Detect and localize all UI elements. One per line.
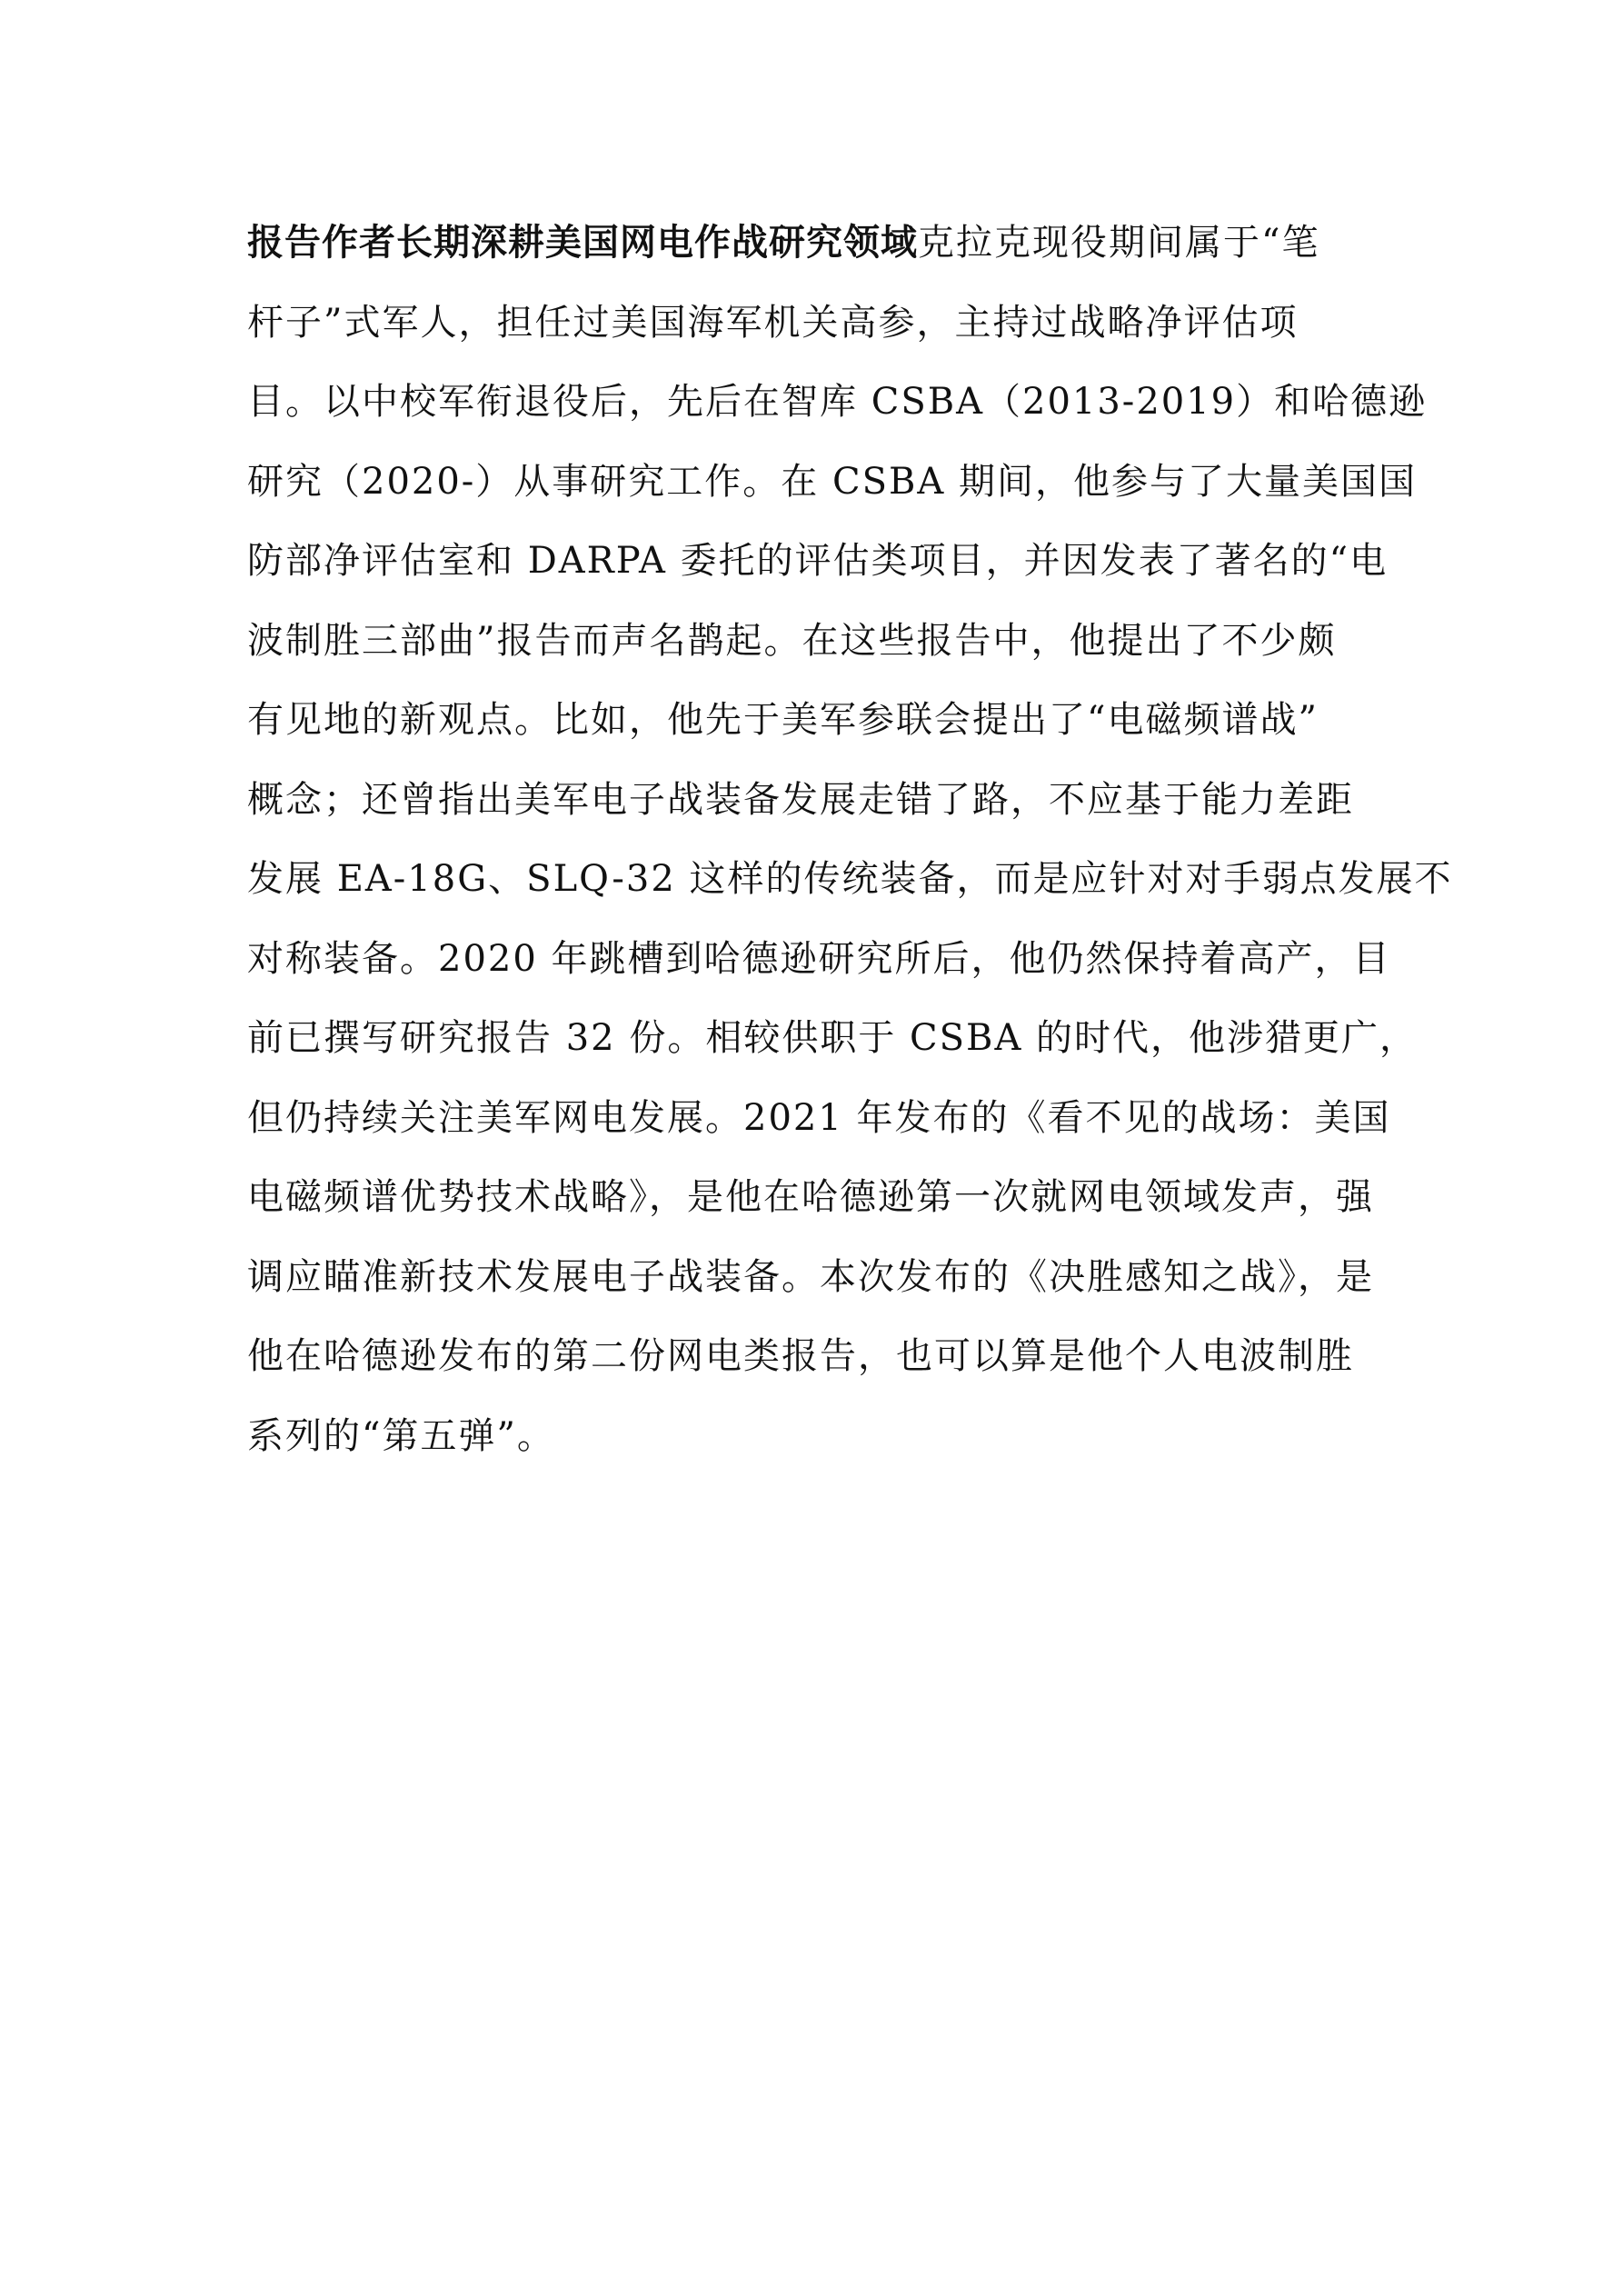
paragraph-line <box>247 211 1392 291</box>
paragraph-line: 有见地的新观点。比如，他先于美军参联会提出了“电磁频谱战” <box>247 699 1319 741</box>
paragraph-line: 他在哈德逊发布的第二份网电类报告，也可以算是他个人电波制胜 <box>247 1335 1354 1377</box>
lead-sentence-bold: 报告作者长期深耕美国网电作战研究领域 <box>247 221 918 264</box>
paragraph-line: 但仍持续关注美军网电发展。2021 年发布的《看不见的战场：美国 <box>247 1096 1391 1139</box>
paragraph-line: 目。以中校军衔退役后，先后在智库 CSBA（2013-2019）和哈德逊 <box>247 381 1428 423</box>
paragraph-line: 杆子”式军人，担任过美国海军机关高参，主持过战略净评估项 <box>247 301 1299 344</box>
paragraph-line: 电磁频谱优势技术战略》，是他在哈德逊第一次就网电领域发声，强 <box>247 1176 1374 1218</box>
paragraph-line: 发展 EA-18G、SLQ-32 这样的传统装备，而是应针对对手弱点发展不 <box>247 858 1453 900</box>
line-text: 克拉克现役期间属于“笔 <box>918 222 1320 264</box>
body-paragraph <box>247 211 1453 1483</box>
paragraph-line: 波制胜三部曲”报告而声名鹊起。在这些报告中，他提出了不少颇 <box>247 619 1337 662</box>
paragraph-line: 研究（2020-）从事研究工作。在 CSBA 期间，他参与了大量美国国 <box>247 460 1418 503</box>
paragraph-line: 系列的“第五弹”。 <box>247 1414 555 1457</box>
paragraph-line: 前已撰写研究报告 32 份。相较供职于 CSBA 的时代，他涉猎更广， <box>247 1017 1419 1059</box>
paragraph-line: 对称装备。2020 年跳槽到哈德逊研究所后，他仍然保持着高产，目 <box>247 937 1391 980</box>
paragraph-line: 防部净评估室和 DARPA 委托的评估类项目，并因发表了著名的“电 <box>247 540 1389 582</box>
paragraph-line: 调应瞄准新技术发展电子战装备。本次发布的《决胜感知之战》，是 <box>247 1255 1374 1298</box>
paragraph-line: 概念；还曾指出美军电子战装备发展走错了路，不应基于能力差距 <box>247 778 1354 821</box>
